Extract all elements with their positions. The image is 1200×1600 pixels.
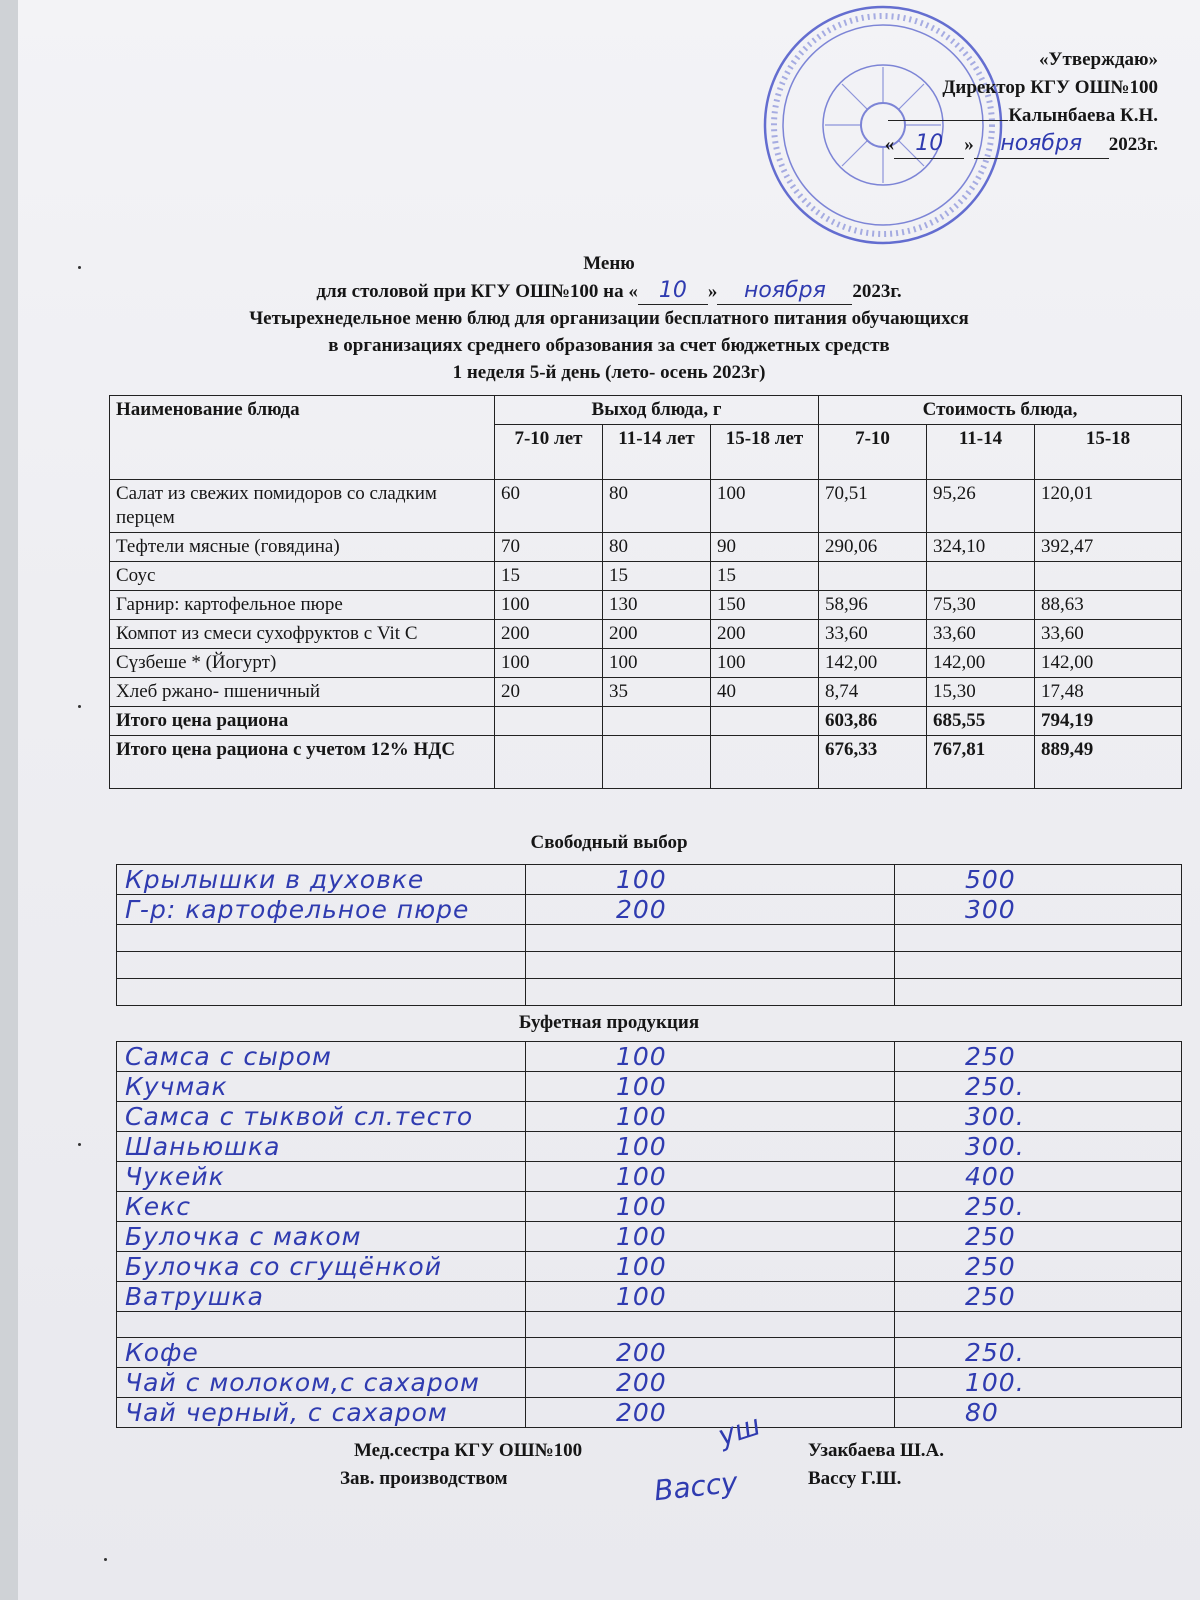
total-cost: 794,19 <box>1035 707 1182 736</box>
item-weight: 100 <box>526 1192 895 1222</box>
item-weight: 200 <box>526 1368 895 1398</box>
item-weight: 100 <box>526 1222 895 1252</box>
dish-cost: 324,10 <box>927 533 1035 562</box>
handwritten-row <box>117 1042 1182 1072</box>
dish-weight: 70 <box>495 533 603 562</box>
item-name <box>117 952 526 979</box>
total-vat-label: Итого цена рациона с учетом 12% НДС <box>110 736 495 789</box>
handwritten-row <box>117 1398 1182 1428</box>
menu-heading: Меню <box>583 253 635 274</box>
menu-row <box>110 533 1182 562</box>
item-name: Г-р: картофельное пюре <box>117 895 526 925</box>
dish-weight: 60 <box>495 480 603 533</box>
dish-weight: 200 <box>711 620 819 649</box>
handwritten-row <box>117 1368 1182 1398</box>
dish-weight: 200 <box>495 620 603 649</box>
dish-cost: 392,47 <box>1035 533 1182 562</box>
dish-weight: 15 <box>495 562 603 591</box>
dish-weight: 100 <box>495 591 603 620</box>
free-choice-table <box>116 864 1182 1006</box>
item-price: 250 <box>895 1282 1182 1312</box>
approval-day: 10 <box>894 130 964 159</box>
item-price: 250 <box>895 1252 1182 1282</box>
dish-weight: 80 <box>603 533 711 562</box>
menu-row <box>110 678 1182 707</box>
menu-week-day: 1 неделя 5-й день (лето- осень 2023г) <box>452 362 766 383</box>
dish-cost <box>819 562 927 591</box>
item-price: 500 <box>895 865 1182 895</box>
dish-cost: 75,30 <box>927 591 1035 620</box>
item-weight: 100 <box>526 1282 895 1312</box>
menu-row <box>110 480 1182 533</box>
dish-name: Соус <box>110 562 495 591</box>
item-price <box>895 952 1182 979</box>
age-group-header: 11-14 <box>927 425 1035 480</box>
item-name: Кофе <box>117 1338 526 1368</box>
item-price: 100. <box>895 1368 1182 1398</box>
buffet-title: Буфетная продукция <box>518 1012 700 1033</box>
dish-name: Гарнир: картофельное пюре <box>110 591 495 620</box>
col-output: Выход блюда, г <box>495 396 819 425</box>
dish-weight: 35 <box>603 678 711 707</box>
menu-row <box>110 620 1182 649</box>
item-weight: 200 <box>526 1398 895 1428</box>
dish-name: Хлеб ржано- пшеничный <box>110 678 495 707</box>
chief-label: Зав. производством <box>340 1468 508 1489</box>
handwritten-row <box>117 1132 1182 1162</box>
dish-cost: 17,48 <box>1035 678 1182 707</box>
dish-weight: 100 <box>711 480 819 533</box>
item-price: 250 <box>895 1042 1182 1072</box>
nurse-name: Узакбаева Ш.А. <box>808 1440 945 1461</box>
item-weight: 100 <box>526 1162 895 1192</box>
item-name: Кучмак <box>117 1072 526 1102</box>
dish-name: Тефтели мясные (говядина) <box>110 533 495 562</box>
menu-subtitle-2: в организациях среднего образования за счет бюджетных средств <box>328 335 890 356</box>
handwritten-row <box>117 979 1182 1006</box>
dish-cost: 142,00 <box>927 649 1035 678</box>
dish-weight: 100 <box>495 649 603 678</box>
handwritten-row <box>117 895 1182 925</box>
item-weight: 100 <box>526 865 895 895</box>
dish-weight: 20 <box>495 678 603 707</box>
item-weight <box>526 925 895 952</box>
nurse-label: Мед.сестра КГУ ОШ№100 <box>354 1440 583 1461</box>
item-price: 300. <box>895 1132 1182 1162</box>
dish-cost: 142,00 <box>1035 649 1182 678</box>
handwritten-row <box>117 1312 1182 1338</box>
menu-row <box>110 562 1182 591</box>
item-weight: 200 <box>526 1338 895 1368</box>
dish-cost: 33,60 <box>1035 620 1182 649</box>
item-weight: 200 <box>526 895 895 925</box>
handwritten-row <box>117 1162 1182 1192</box>
item-name: Кекс <box>117 1192 526 1222</box>
approval-director: Директор КГУ ОШ№100 <box>942 77 1158 98</box>
item-price: 300 <box>895 895 1182 925</box>
handwritten-row <box>117 1102 1182 1132</box>
item-name: Крылышки в духовке <box>117 865 526 895</box>
item-name: Чукейк <box>117 1162 526 1192</box>
item-price <box>895 1312 1182 1338</box>
age-group-header: 7-10 лет <box>495 425 603 480</box>
handwritten-row <box>117 1222 1182 1252</box>
item-name: Чай с молоком,с сахаром <box>117 1368 526 1398</box>
total-cost: 603,86 <box>819 707 927 736</box>
dish-weight: 150 <box>711 591 819 620</box>
dish-cost: 33,60 <box>819 620 927 649</box>
dish-weight: 15 <box>603 562 711 591</box>
menu-day: 10 <box>638 277 708 305</box>
handwritten-row <box>117 1252 1182 1282</box>
col-dish-name: Наименование блюда <box>110 396 495 480</box>
menu-row <box>110 649 1182 678</box>
item-name: Булочка со сгущёнкой <box>117 1252 526 1282</box>
total-label: Итого цена рациона <box>110 707 495 736</box>
approval-director-name: Калынбаева К.Н. <box>1008 105 1158 126</box>
approval-month: ноября <box>974 130 1109 159</box>
item-weight <box>526 1312 895 1338</box>
dish-weight: 100 <box>711 649 819 678</box>
menu-for-text: для столовой при КГУ ОШ№100 на « <box>316 281 638 302</box>
dish-cost: 70,51 <box>819 480 927 533</box>
item-weight <box>526 979 895 1006</box>
menu-row <box>110 591 1182 620</box>
item-price: 250 <box>895 1222 1182 1252</box>
item-price: 400 <box>895 1162 1182 1192</box>
age-group-header: 7-10 <box>819 425 927 480</box>
dish-cost: 33,60 <box>927 620 1035 649</box>
item-name: Самса с тыквой сл.тесто <box>117 1102 526 1132</box>
handwritten-row <box>117 925 1182 952</box>
item-price: 80 <box>895 1398 1182 1428</box>
item-price: 250. <box>895 1338 1182 1368</box>
nurse-signature: уш <box>713 1408 765 1453</box>
total-vat-cost: 676,33 <box>819 736 927 789</box>
item-weight: 100 <box>526 1132 895 1162</box>
dish-weight: 15 <box>711 562 819 591</box>
dish-cost: 120,01 <box>1035 480 1182 533</box>
handwritten-row <box>117 865 1182 895</box>
buffet-table <box>116 1041 1182 1428</box>
dish-cost: 142,00 <box>819 649 927 678</box>
chief-name: Вассу Г.Ш. <box>808 1468 902 1489</box>
item-price <box>895 979 1182 1006</box>
dish-name: Сүзбеше * (Йогурт) <box>110 649 495 678</box>
dish-cost: 8,74 <box>819 678 927 707</box>
item-name: Шаньюшка <box>117 1132 526 1162</box>
item-price <box>895 925 1182 952</box>
item-name <box>117 979 526 1006</box>
item-price: 250. <box>895 1192 1182 1222</box>
item-price: 300. <box>895 1102 1182 1132</box>
dish-cost: 95,26 <box>927 480 1035 533</box>
dish-weight: 80 <box>603 480 711 533</box>
total-cost: 685,55 <box>927 707 1035 736</box>
free-choice-title: Свободный выбор <box>530 832 688 853</box>
item-price: 250. <box>895 1072 1182 1102</box>
item-name: Ватрушка <box>117 1282 526 1312</box>
item-weight: 100 <box>526 1252 895 1282</box>
dish-weight: 100 <box>603 649 711 678</box>
col-cost: Стоимость блюда, <box>819 396 1182 425</box>
document-title: Меню для столовой при КГУ ОШ№100 на « 10 » ноября 2023г. Четырехнедельное меню блюд для организации бесплатного питания обучающихся в организациях среднего образования за счет бюджетных средств 1 неделя 5-й день (лето- осень 2023г) <box>18 250 1200 386</box>
dish-weight: 200 <box>603 620 711 649</box>
dish-cost: 58,96 <box>819 591 927 620</box>
item-name <box>117 1312 526 1338</box>
item-weight <box>526 952 895 979</box>
item-name: Чай черный, с сахаром <box>117 1398 526 1428</box>
age-group-header: 15-18 лет <box>711 425 819 480</box>
item-weight: 100 <box>526 1072 895 1102</box>
total-vat-cost: 889,49 <box>1035 736 1182 789</box>
menu-year: 2023г. <box>852 281 902 302</box>
dish-cost <box>1035 562 1182 591</box>
dish-cost: 15,30 <box>927 678 1035 707</box>
dish-name: Салат из свежих помидоров со сладким перцем <box>110 480 495 533</box>
item-weight: 100 <box>526 1042 895 1072</box>
menu-month: ноября <box>717 277 852 305</box>
item-name: Булочка с маком <box>117 1222 526 1252</box>
item-weight: 100 <box>526 1102 895 1132</box>
item-name <box>117 925 526 952</box>
dish-cost: 290,06 <box>819 533 927 562</box>
approval-year: 2023г. <box>1108 134 1158 155</box>
approval-title: «Утверждаю» <box>1039 49 1158 70</box>
dish-name: Компот из смеси сухофруктов с Vit C <box>110 620 495 649</box>
handwritten-row <box>117 1072 1182 1102</box>
menu-table <box>109 395 1182 789</box>
menu-subtitle-1: Четырехнедельное меню блюд для организации бесплатного питания обучающихся <box>249 308 969 329</box>
dish-weight: 40 <box>711 678 819 707</box>
chief-signature: Вассу <box>652 1465 740 1508</box>
handwritten-row <box>117 1192 1182 1222</box>
handwritten-row <box>117 1282 1182 1312</box>
dish-weight: 130 <box>603 591 711 620</box>
age-group-header: 15-18 <box>1035 425 1182 480</box>
dish-cost <box>927 562 1035 591</box>
handwritten-row <box>117 1338 1182 1368</box>
dish-cost: 88,63 <box>1035 591 1182 620</box>
document-sheet <box>18 0 1200 1600</box>
approval-block: «Утверждаю» Директор КГУ ОШ№100 Калынбаева К.Н. « 10 » ноября 2023г. <box>885 46 1158 159</box>
total-vat-cost: 767,81 <box>927 736 1035 789</box>
age-group-header: 11-14 лет <box>603 425 711 480</box>
dish-weight: 90 <box>711 533 819 562</box>
item-name: Самса с сыром <box>117 1042 526 1072</box>
handwritten-row <box>117 952 1182 979</box>
